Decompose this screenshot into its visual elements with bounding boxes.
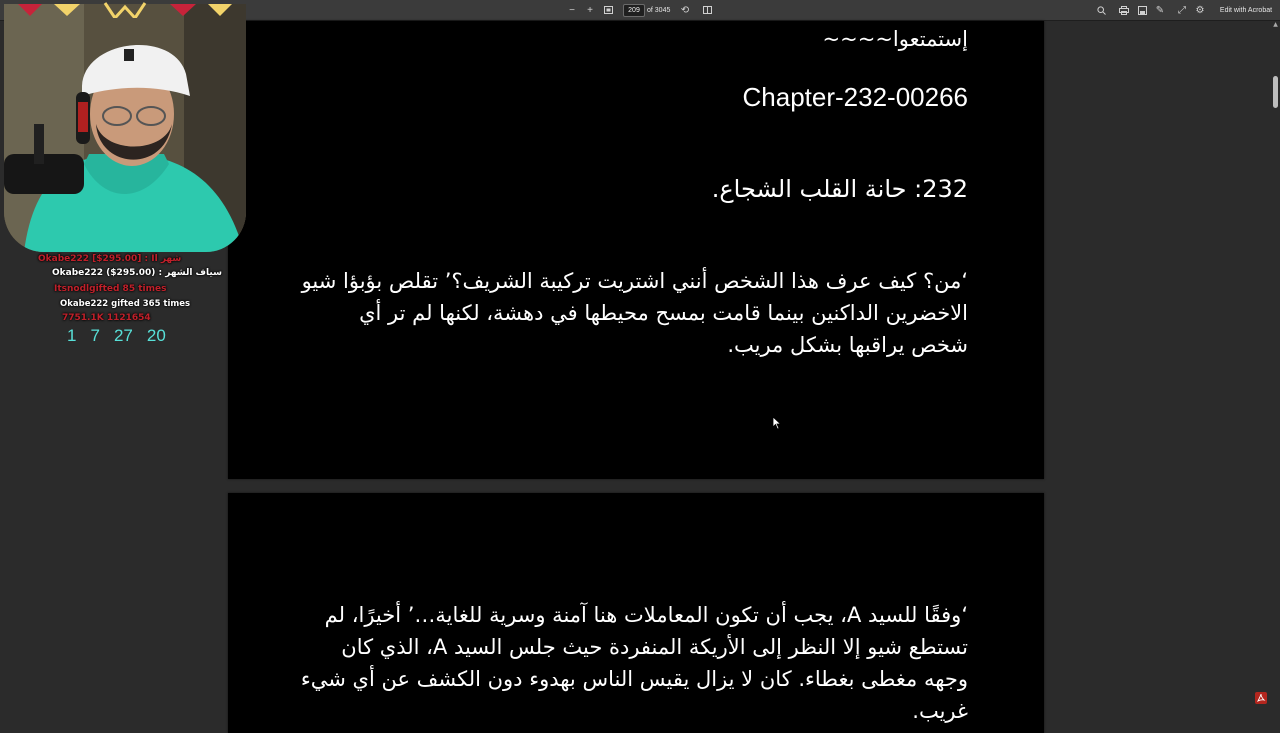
countdown-hours: 7	[90, 326, 100, 345]
page-total-label: of 3045	[647, 6, 671, 14]
chapter-id: Chapter-232-00266	[742, 82, 968, 112]
stream-overlay	[0, 0, 250, 350]
print-icon[interactable]	[1116, 0, 1132, 20]
page-number-input[interactable]	[623, 4, 645, 17]
search-icon[interactable]	[1093, 0, 1109, 20]
rotate-icon[interactable]: ⟲	[680, 4, 690, 16]
pdf-page	[228, 21, 1044, 479]
zoom-in-icon[interactable]: +	[587, 4, 593, 16]
edit-with-acrobat-button[interactable]: Edit with Acrobat	[1219, 6, 1273, 14]
scroll-up-icon[interactable]: ▲	[1273, 21, 1278, 28]
top-donor-line: Okabe222 ($295.00) : سياف الشهر	[52, 268, 222, 278]
vertical-scrollbar[interactable]	[1271, 21, 1280, 720]
webcam-feed	[4, 4, 246, 252]
alert-line: Okabe222 [$295.00] : Il شهر	[38, 254, 182, 264]
gift-line: Itsnodlgifted 85 times	[54, 284, 167, 294]
countdown-seconds: 20	[146, 326, 166, 345]
fit-page-icon[interactable]	[600, 0, 616, 20]
acrobat-logo-icon[interactable]	[1255, 692, 1267, 704]
paragraph: ‘وفقًا للسيد A، يجب أن تكون المعاملات هنا آمنة وسرية للغاية…’ أخيرًا، لم تستطع شيو إلا النظر إلى الأريكة المنفردة حيث جلس السيد A، الذي كان وجهه مغطى بغطاء. كان لا يزال يقيس الناس بهدوء دون الكشف عن أي شيء غريب.	[300, 603, 968, 723]
overlay-decoration	[0, 2, 246, 18]
chapter-heading: 232: حانة القلب الشجاع.	[711, 175, 968, 203]
countdown-timer	[67, 326, 166, 346]
scrollbar-thumb[interactable]	[1273, 76, 1278, 108]
countdown-minutes: 27	[113, 326, 133, 345]
gift-count-line: Okabe222 gifted 365 times	[60, 299, 191, 309]
page-view-icon[interactable]	[699, 0, 715, 20]
expand-icon[interactable]: ⤢	[1178, 4, 1186, 16]
stats-line: 7751.1K 1121654	[62, 313, 151, 323]
paragraph: ‘من؟ كيف عرف هذا الشخص أنني اشتريت تركيبة الشريف؟’ تقلص بؤبؤا شيو الاخضرين الداكنين بينما قامت بمسح محيطها في دهشة، لكنها لم تر أي شخص يراقبها بشكل مريب.	[301, 269, 968, 357]
save-icon[interactable]	[1134, 0, 1150, 20]
countdown-days: 1	[67, 326, 77, 345]
text-line-greeting: إستمتعوا~~~~	[822, 27, 968, 51]
annotate-icon[interactable]: ✎	[1155, 4, 1165, 16]
settings-icon[interactable]: ⚙	[1195, 4, 1205, 16]
zoom-out-icon[interactable]: −	[569, 4, 575, 16]
pdf-page	[228, 493, 1044, 733]
mouse-cursor-icon	[772, 416, 782, 430]
